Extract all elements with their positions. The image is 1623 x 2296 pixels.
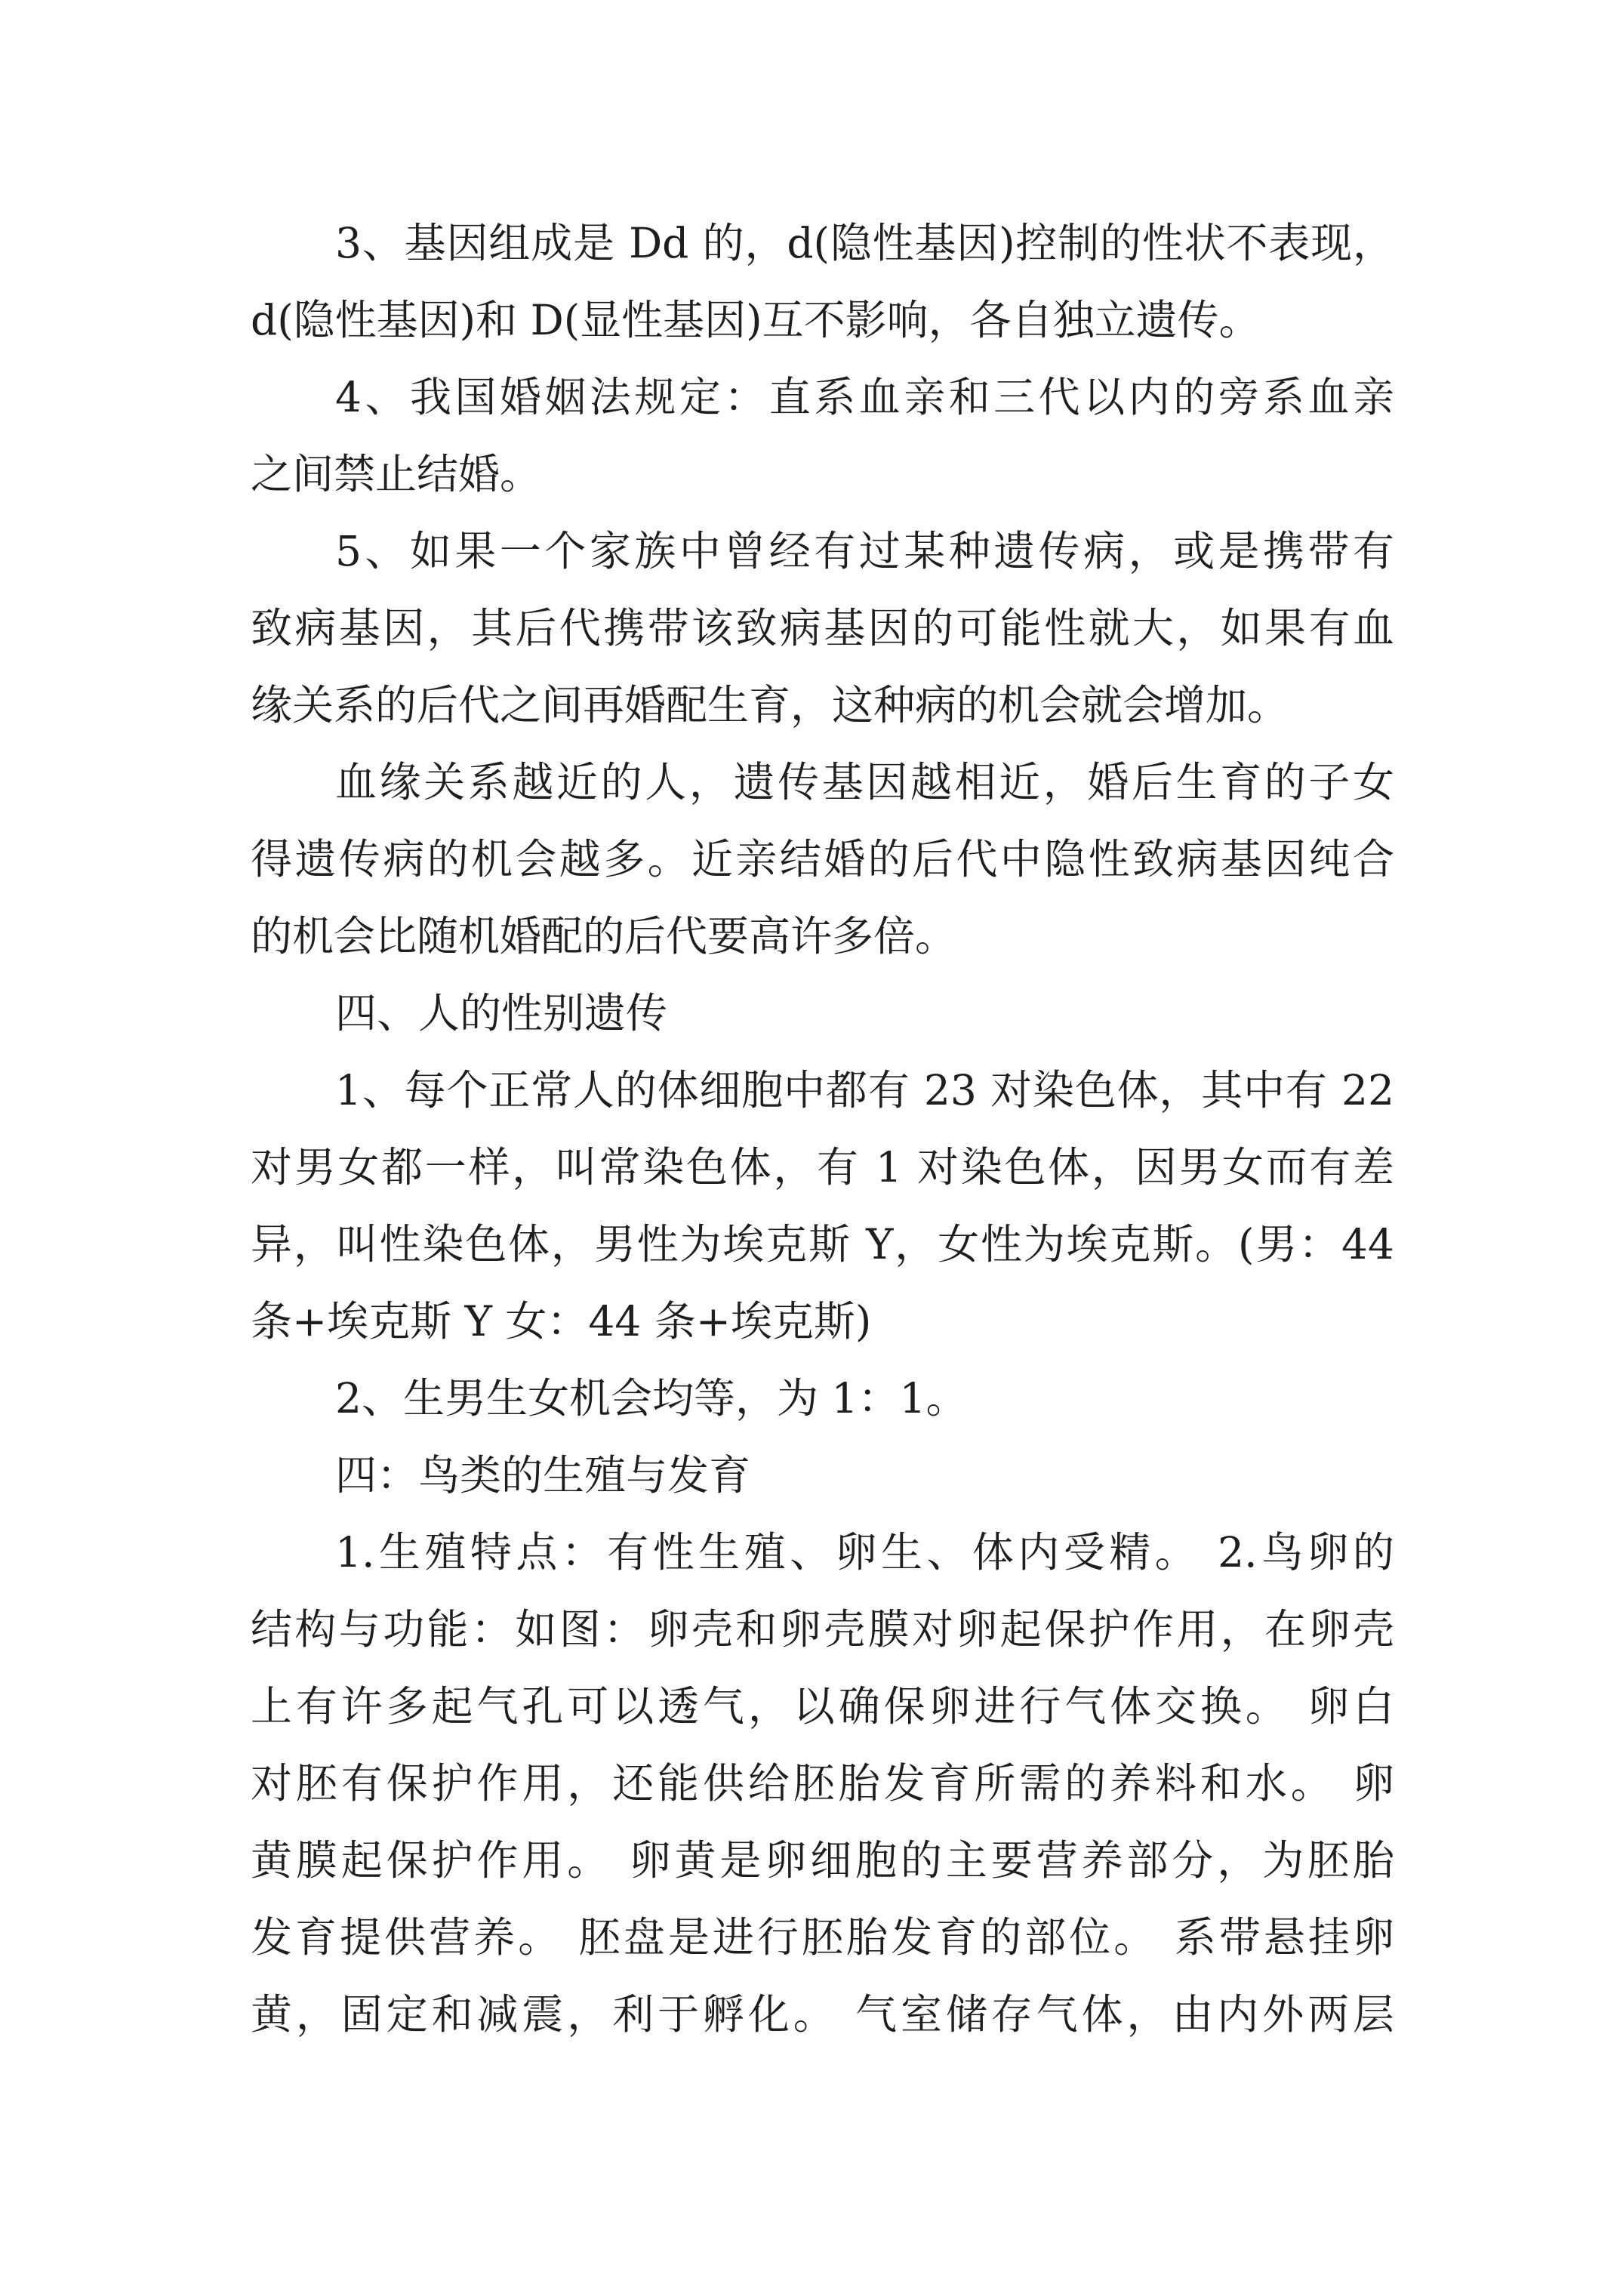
text-line: 对男女都一样，叫常染色体，有 1 对染色体，因男女而有差: [251, 1143, 1394, 1191]
text-line: 2、生男生女机会均等，为 1：1。: [335, 1374, 968, 1422]
section-heading: 四、人的性别遗传: [335, 989, 668, 1037]
text-line: 黄膜起保护作用。 卵黄是卵细胞的主要营养部分，为胚胎: [251, 1836, 1394, 1885]
text-line: 4、我国婚姻法规定：直系血亲和三代以内的旁系血亲: [335, 373, 1394, 421]
paragraph-chromosomes: [251, 1052, 1394, 1360]
paragraph-bird-egg: [251, 1514, 1394, 2053]
text-line: 5、如果一个家族中曾经有过某种遗传病，或是携带有: [335, 527, 1394, 575]
text-line: 黄，固定和减震，利于孵化。 气室储存气体，由内外两层: [251, 1990, 1395, 2039]
text-line: 得遗传病的机会越多。近亲结婚的后代中隐性致病基因纯合: [251, 835, 1394, 883]
text-line: 结构与功能：如图：卵壳和卵壳膜对卵起保护作用，在卵壳: [251, 1605, 1394, 1653]
section-heading: 四：鸟类的生殖与发育: [335, 1451, 751, 1499]
text-line: 异，叫性染色体，男性为埃克斯 Y，女性为埃克斯。(男：44: [251, 1220, 1394, 1268]
text-line: 上有许多起气孔可以透气，以确保卵进行气体交换。 卵白: [251, 1682, 1394, 1730]
text-line: 缘关系的后代之间再婚配生育，这种病的机会就会增加。: [251, 681, 1289, 729]
text-line: 条+埃克斯 Y 女：44 条+埃克斯): [251, 1297, 872, 1345]
paragraph-consanguinity: [251, 744, 1394, 975]
text-line: 血缘关系越近的人，遗传基因越相近，婚后生育的子女: [335, 758, 1394, 806]
text-line: 对胚有保护作用，还能供给胚胎发育所需的养料和水。 卵: [251, 1759, 1394, 1808]
section-heading-sex-inheritance: [251, 975, 1394, 1052]
text-line: 1、每个正常人的体细胞中都有 23 对染色体，其中有 22: [335, 1066, 1394, 1114]
paragraph-marriage-law: [251, 359, 1394, 513]
section-heading-bird-reproduction: [251, 1437, 1394, 1514]
text-line: 致病基因，其后代携带该致病基因的可能性就大，如果有血: [251, 604, 1394, 652]
paragraph-sex-ratio: [251, 1360, 1394, 1437]
text-line: d(隐性基因)和 D(显性基因)互不影响，各自独立遗传。: [251, 296, 1261, 344]
text-line: 3、基因组成是 Dd 的，d(隐性基因)控制的性状不表现，: [335, 219, 1394, 267]
text-line: 发育提供营养。 胚盘是进行胚胎发育的部位。 系带悬挂卵: [251, 1913, 1394, 1962]
document-body: [251, 205, 1394, 2053]
paragraph-family-disease: [251, 513, 1394, 744]
text-line: 1.生殖特点：有性生殖、卵生、体内受精。 2.鸟卵的: [335, 1528, 1394, 1576]
text-line: 的机会比随机婚配的后代要高许多倍。: [251, 912, 957, 960]
paragraph-genotype-dd: [251, 205, 1394, 359]
text-line: 之间禁止结婚。: [251, 450, 542, 498]
